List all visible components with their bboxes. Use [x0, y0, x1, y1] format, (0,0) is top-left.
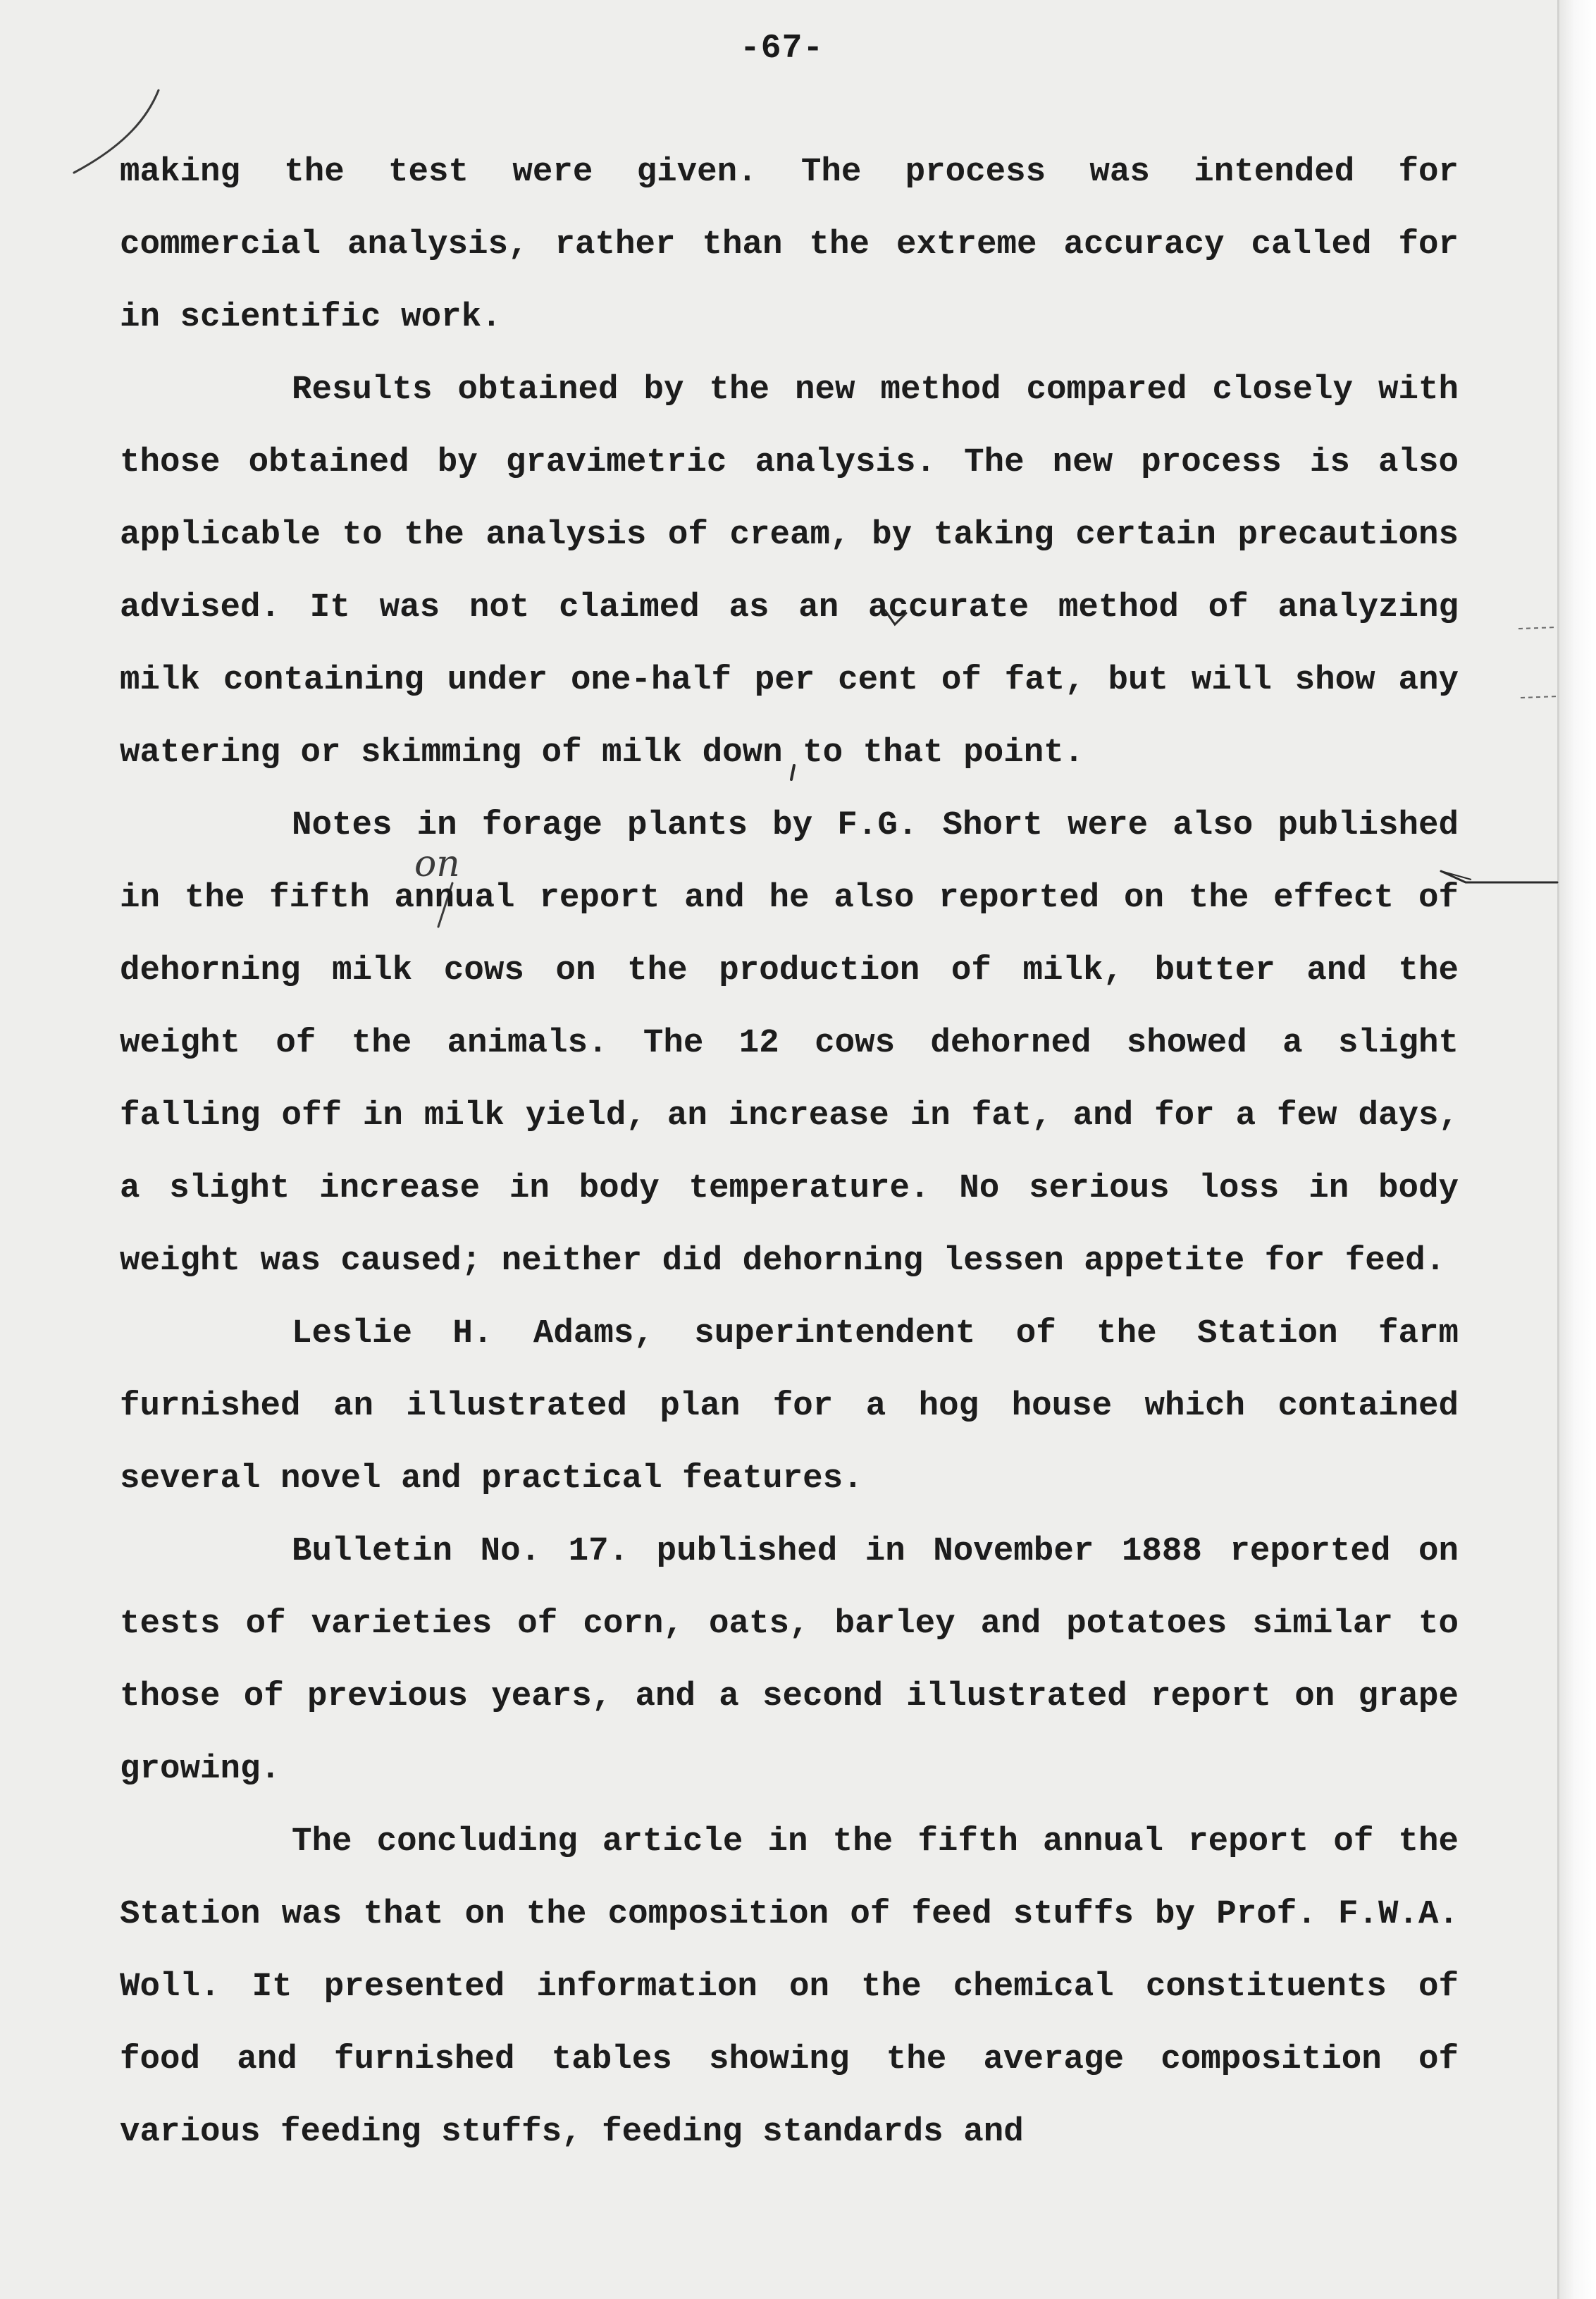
page-edge-shadow — [1557, 0, 1596, 2299]
paragraph: Results obtained by the new method compared closely with those obtained by gravimetric analysis. The new process is also applicable to the analysis of cream, by taking certain precautions advised. It was not claimed as an accurate method of analyzing milk containing under one-half per cent of fat, but will show any watering or skimming of milk down to that point. — [120, 371, 1459, 772]
page-edge-line — [1557, 0, 1559, 2299]
paragraph: Notes in forage plants by F.G. Short were also published in the fifth annual report and he also reported on the effect of dehorning milk cows on the production of milk, butter and the weight of the animals. The 12 cows dehorned showed a slight falling off in milk yield, an increase in fat, and for a few days, a slight increase in body temperature. No serious loss in body weight was caused; neither did dehorning lessen appetite for feed. — [120, 806, 1459, 1280]
paragraph: Leslie H. Adams, superintendent of the Station farm furnished an illustrated plan for a hog house which contained several novel and practical features. — [120, 1314, 1459, 1498]
page-number: -67- — [740, 30, 824, 68]
paragraph: Bulletin No. 17. published in November 1888 reported on tests of varieties of corn, oats, barley and potatoes similar to those of previous years, and a second illustrated report on grape growing. — [120, 1532, 1459, 1788]
margin-dash-marks — [1515, 620, 1564, 705]
paragraph: The concluding article in the fifth annual report of the Station was that on the composition of feed stuffs by Prof. F.W.A. Woll. It presented information on the chemical constituents of food and furnished tables showing the average composition of various feeding stuffs, feeding standards and — [120, 1823, 1459, 2151]
svg-text:on: on — [414, 843, 460, 885]
paragraph: making the test were given. The process was intended for commercial analysis, rather than the extreme accuracy called for in scientific work. — [120, 153, 1459, 336]
body-text — [120, 136, 1459, 2169]
